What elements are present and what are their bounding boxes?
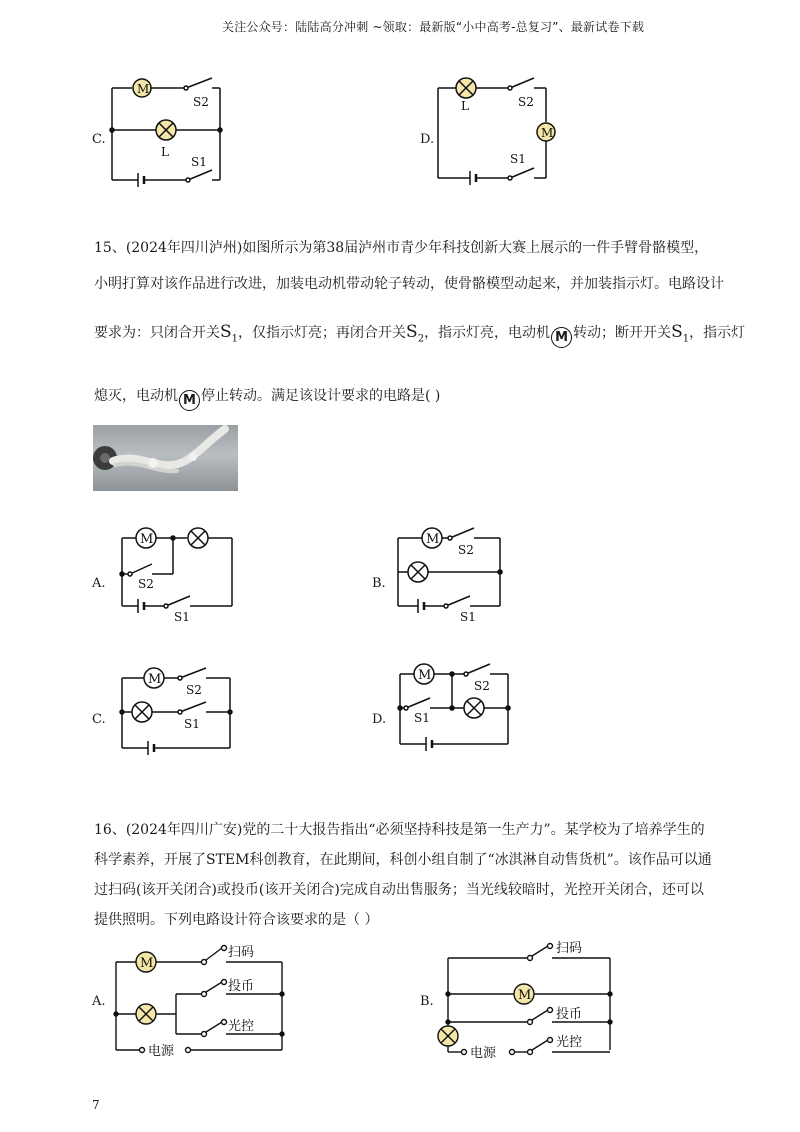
arm-skeleton-model-photo [93, 425, 238, 491]
q15-option-c-circuit [112, 660, 242, 760]
motor-letter: M [137, 82, 150, 96]
switch-s1-label: S1 [460, 610, 476, 622]
switch-s1-label: S1 [510, 152, 526, 166]
motor-letter: M [148, 672, 162, 687]
switch-s1-label: S1 [174, 610, 190, 622]
skeleton-model-image [93, 425, 238, 491]
q16-line1: 16、(2024年四川广安)党的二十大报告指出“必须坚持科技是第一生产力”。某学校为了培养学生的 [94, 822, 705, 838]
switch-s2-label: S2 [193, 95, 209, 109]
q15-line1: 15、(2024年四川泸州)如图所示为第38届泸州市青少年科技创新大赛上展示的一件手臂骨骼模型， [94, 240, 709, 256]
q15-option-d-circuit [390, 658, 520, 758]
motor-letter: M [426, 532, 440, 547]
q16-option-b-label: B. [420, 994, 434, 1009]
scan-switch-label: 扫码 [228, 945, 255, 960]
scan-switch-label: 扫码 [556, 941, 583, 956]
q15-line4-a: 熄灭，电动机 [94, 388, 178, 404]
power-label: 电源 [148, 1044, 175, 1059]
q15-option-c-label: C. [92, 712, 106, 727]
q15-line3-e: ，指示灯 [689, 325, 746, 341]
page-header: 关注公众号：陆陆高分冲刺 ~领取：最新版“小中高考-总复习”、最新试卷下载 [222, 20, 645, 34]
switch-s1-label: S1 [414, 711, 430, 725]
q15-line3-c: ，指示灯亮，电动机 [424, 325, 551, 341]
light-switch-label: 光控 [556, 1035, 583, 1050]
lamp-label: L [161, 145, 169, 159]
q15-option-a-circuit [112, 522, 242, 622]
switch-s1-label: S1 [184, 717, 200, 731]
motor-letter: M [418, 668, 432, 683]
switch-s1-label: S1 [191, 155, 207, 169]
q15-line3 [94, 322, 745, 349]
q15-line3-d: 转动；断开开关 [573, 325, 672, 341]
lamp-label: L [461, 99, 469, 113]
q15-line4 [94, 386, 440, 411]
motor-letter: M [140, 956, 154, 971]
q15-option-a-label: A. [92, 576, 106, 591]
switch-s2-label: S2 [186, 683, 202, 697]
motor-inline-icon-2: M [179, 390, 200, 411]
motor-letter: M [518, 988, 532, 1003]
prev-option-d-circuit [430, 70, 570, 190]
light-switch-label: 光控 [228, 1019, 255, 1034]
q16-option-b-circuit [432, 938, 622, 1068]
switch-s1-ref-2: $S_1$ [671, 322, 690, 345]
coin-switch-label: 投币 [228, 979, 255, 994]
q16-line3: 过扫码(该开关闭合)或投币(该开关闭合)完成自动出售服务；当光线较暗时，光控开关闭合，还可以 [94, 882, 704, 898]
switch-s2-label: S2 [518, 95, 534, 109]
q16-line2: 科学素养，开展了STEM科创教育，在此期间，科创小组自制了“冰淇淋自动售货机”。该作品可以通 [94, 852, 712, 868]
q15-option-d-label: D. [372, 712, 387, 727]
prev-option-c-label: C. [92, 132, 106, 147]
q15-line3-b: ，仅指示灯亮；再闭合开关 [238, 325, 407, 341]
switch-s2-label: S2 [474, 679, 490, 693]
page-number: 7 [92, 1098, 100, 1112]
q16-line4: 提供照明。下列电路设计符合该要求的是（ ） [94, 912, 379, 928]
prev-option-d-label: D. [420, 132, 435, 147]
coin-switch-label: 投币 [556, 1007, 583, 1022]
motor-letter: M [140, 532, 154, 547]
motor-inline-icon: M [551, 327, 572, 348]
power-label: 电源 [470, 1046, 497, 1061]
motor-letter: M [541, 126, 554, 140]
q15-line4-b: 停止转动。满足该设计要求的电路是( ) [201, 388, 441, 404]
q15-option-b-circuit [390, 522, 520, 622]
q16-option-a-label: A. [92, 994, 106, 1009]
q15-line3-a: 要求为：只闭合开关 [94, 325, 220, 341]
switch-s2-label: S2 [458, 543, 474, 557]
q15-line2: 小明打算对该作品进行改进，加装电动机带动轮子转动，使骨骼模型动起来，并加装指示灯。电路设计 [94, 276, 724, 292]
q16-option-a-circuit [110, 942, 300, 1067]
prev-option-c-circuit [100, 70, 240, 190]
q15-option-b-label: B. [372, 576, 386, 591]
switch-s2-ref: $S_2$ [406, 322, 425, 345]
switch-s2-label: S2 [138, 577, 154, 591]
switch-s1-ref: $S_1$ [220, 322, 239, 345]
